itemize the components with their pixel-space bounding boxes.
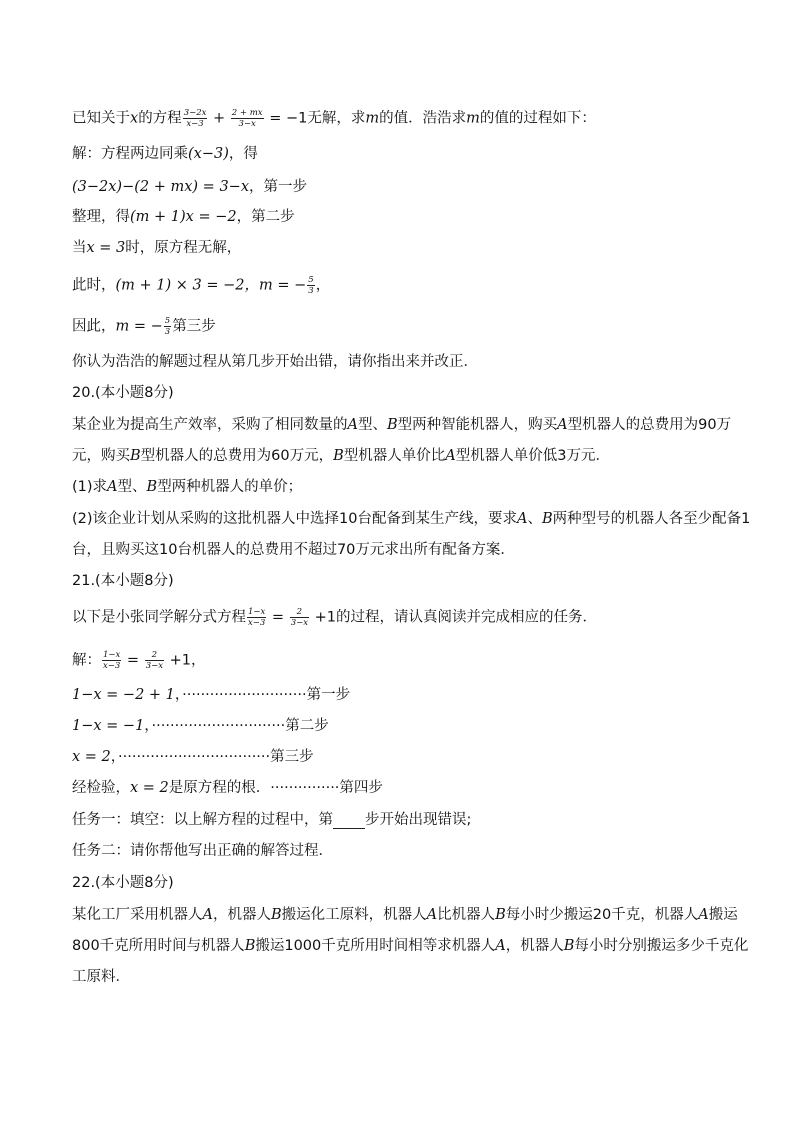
q20-header — [72, 384, 174, 402]
text: +1的过程，请认真阅读并完成相应的任务． — [310, 609, 598, 626]
math: 1−x = −2 + 1 — [72, 687, 175, 703]
dot-leader: ··············· — [270, 780, 340, 796]
var-B: B — [386, 417, 398, 433]
math: (3−2x)−(2 + mx) = 3−x — [72, 179, 249, 195]
text: +1， — [165, 652, 206, 669]
math: (m + 1) × 3 = −2，m = − — [115, 277, 307, 294]
fraction — [102, 650, 121, 671]
text: 以下是小张同学解分式方程 — [72, 609, 246, 626]
text: 、 — [527, 511, 542, 527]
text: 工原料． — [72, 969, 130, 985]
text: 你认为浩浩的解题过程从第几步开始出错，请你指出来并改正． — [72, 354, 478, 370]
text: 第三步 — [172, 318, 216, 335]
var-A: A — [347, 417, 358, 433]
dot-leader: ，································· — [110, 749, 271, 765]
q19-step2 — [72, 208, 295, 226]
q20-para-line2 — [72, 447, 610, 465]
q20-para-line1 — [72, 416, 731, 434]
fraction — [231, 108, 264, 129]
equals: = — [267, 609, 289, 626]
q19-step3 — [72, 239, 241, 257]
q21-step3 — [72, 748, 314, 766]
q19-step4 — [72, 275, 330, 296]
text: ，机器人 — [505, 938, 564, 954]
var-x: x — [130, 110, 139, 127]
fraction — [145, 650, 164, 671]
q21-task2 — [72, 842, 333, 860]
text: 是原方程的根． — [168, 780, 271, 796]
q21-solution-start — [72, 650, 206, 671]
var-B: B — [146, 479, 158, 495]
plus: + — [208, 110, 230, 127]
var-B: B — [244, 938, 256, 954]
math: (x−3) — [188, 146, 229, 162]
frac-numerator: 2 — [290, 607, 309, 618]
step-label: 第四步 — [339, 780, 383, 796]
step-label: 第三步 — [270, 749, 314, 765]
fraction — [164, 316, 171, 337]
text: 此时， — [72, 277, 116, 294]
q20-sub2-line2 — [72, 541, 515, 559]
q21-task1 — [72, 811, 471, 829]
frac-denominator: 3−x — [290, 618, 309, 628]
text: 两种型号的机器人各至少配备1 — [552, 511, 751, 527]
q20-sub1 — [72, 478, 302, 496]
frac-numerator: 2 — [145, 650, 164, 661]
step-label: 第二步 — [285, 718, 329, 734]
dot-leader: ，····························· — [144, 718, 286, 734]
math: m = − — [115, 318, 163, 335]
var-A: A — [698, 907, 709, 923]
var-B: B — [270, 907, 282, 923]
var-A: A — [426, 907, 438, 923]
var-A: A — [202, 907, 213, 923]
fraction — [290, 607, 309, 628]
q22-line2 — [72, 937, 748, 955]
var-B: B — [495, 907, 506, 923]
text: ，第二步 — [236, 209, 295, 225]
answer-blank[interactable] — [333, 814, 365, 829]
q22-line1 — [72, 906, 738, 924]
text: 的值的过程如下： — [479, 110, 596, 127]
frac-denominator: 3 — [308, 286, 314, 296]
math: x = 2 — [130, 780, 169, 796]
question-number: 22.(本小题8分) — [72, 875, 174, 891]
var-B: B — [541, 511, 553, 527]
text: 型两种智能机器人，购买 — [397, 417, 558, 433]
var-m: m — [365, 110, 380, 127]
text: 每小时分别搬运多少千克化 — [574, 938, 749, 954]
var-B: B — [130, 448, 141, 464]
math: 1−x = −1 — [72, 718, 145, 734]
frac-denominator: x−3 — [186, 119, 204, 129]
text: 的方程 — [138, 110, 182, 127]
text: 元，购买 — [72, 448, 130, 464]
frac-denominator: 3−x — [238, 119, 256, 129]
text: 搬运1000千克所用时间相等求机器人 — [255, 938, 496, 954]
var-A: A — [495, 938, 506, 954]
text: ，得 — [228, 146, 258, 162]
text: 型机器人的总费用为60万元， — [140, 448, 334, 464]
text: = −1无解，求 — [264, 110, 366, 127]
equals: = — [122, 652, 144, 669]
q21-step2 — [72, 717, 329, 735]
q19-intro — [72, 108, 596, 129]
q19-step5 — [72, 316, 216, 337]
text: 任务一：填空：以上解方程的过程中，第 — [72, 812, 333, 828]
var-m: m — [466, 110, 480, 127]
frac-denominator: x−3 — [248, 618, 266, 628]
text: 经检验， — [72, 780, 130, 796]
frac-denominator: 3 — [164, 327, 171, 337]
text: 型两种机器人的单价； — [157, 479, 303, 495]
text: 的值．浩浩求 — [379, 110, 467, 127]
text: 型机器人的总费用为90万 — [567, 417, 732, 433]
q20-sub2-line1 — [72, 510, 750, 528]
text: 某企业为提高生产效率，采购了相同数量的 — [72, 417, 348, 433]
text: 已知关于 — [72, 110, 130, 127]
var-A: A — [445, 448, 456, 464]
text: 时，原方程无解， — [125, 240, 242, 256]
text: 步开始出现错误; — [365, 812, 472, 828]
frac-numerator: 1−x — [103, 650, 121, 660]
text: 型、 — [117, 479, 147, 495]
q21-step1 — [72, 686, 350, 704]
text: (1)求 — [72, 479, 108, 495]
var-B: B — [333, 448, 344, 464]
math: x = 3 — [86, 240, 126, 256]
frac-numerator: 5 — [164, 316, 171, 326]
q21-header — [72, 572, 174, 590]
q22-line3 — [72, 968, 130, 986]
text: 每小时少搬运20千克，机器人 — [505, 907, 699, 923]
fraction — [247, 607, 266, 628]
text: (2)该企业计划从采购的这批机器人中选择10台配备到某生产线，要求 — [72, 511, 517, 527]
text: 型、 — [357, 417, 387, 433]
var-A: A — [107, 479, 118, 495]
text: ，第一步 — [249, 179, 307, 195]
text: 当 — [72, 240, 87, 256]
text: 台，且购买这10台机器人的总费用不超过70万元求出所有配备方案． — [72, 542, 515, 558]
frac-denominator: 3−x — [145, 661, 164, 671]
frac-numerator: 2 + mx — [231, 108, 263, 118]
text: 整理，得 — [72, 209, 130, 225]
q19-step1 — [72, 178, 307, 196]
dot-leader: ，··························· — [174, 687, 307, 703]
text: 搬运 — [708, 907, 738, 923]
text: ，机器人 — [212, 907, 271, 923]
math: x = 2 — [72, 749, 111, 765]
question-number: 21.(本小题8分) — [72, 573, 174, 589]
q19-step0 — [72, 145, 258, 163]
text: 型机器人单价低3万元． — [455, 448, 610, 464]
text: ， — [315, 277, 331, 294]
var-A: A — [517, 511, 528, 527]
frac-numerator: 3−2x — [183, 108, 207, 118]
step-label: 第一步 — [306, 687, 351, 703]
frac-numerator: 1−x — [248, 607, 266, 617]
var-B: B — [563, 938, 575, 954]
text: 解：方程两边同乘 — [72, 146, 188, 162]
var-A: A — [557, 417, 568, 433]
q21-intro — [72, 607, 597, 628]
math: (m + 1)x = −2 — [130, 209, 237, 225]
text: 搬运化工原料，机器人 — [281, 907, 427, 923]
q19-question — [72, 353, 478, 371]
q21-step4 — [72, 779, 383, 797]
frac-numerator: 5 — [308, 275, 314, 285]
text: 解： — [72, 652, 101, 669]
text: 因此， — [72, 318, 116, 335]
text: 任务二：请你帮他写出正确的解答过程． — [72, 843, 333, 859]
text: 800千克所用时间与机器人 — [72, 938, 245, 954]
frac-denominator: x−3 — [103, 661, 121, 671]
question-number: 20.(本小题8分) — [72, 385, 174, 401]
text: 某化工厂采用机器人 — [72, 907, 203, 923]
q22-header — [72, 874, 174, 892]
text: 型机器人单价比 — [343, 448, 446, 464]
fraction — [183, 108, 208, 129]
text: 比机器人 — [437, 907, 496, 923]
fraction — [307, 275, 314, 296]
